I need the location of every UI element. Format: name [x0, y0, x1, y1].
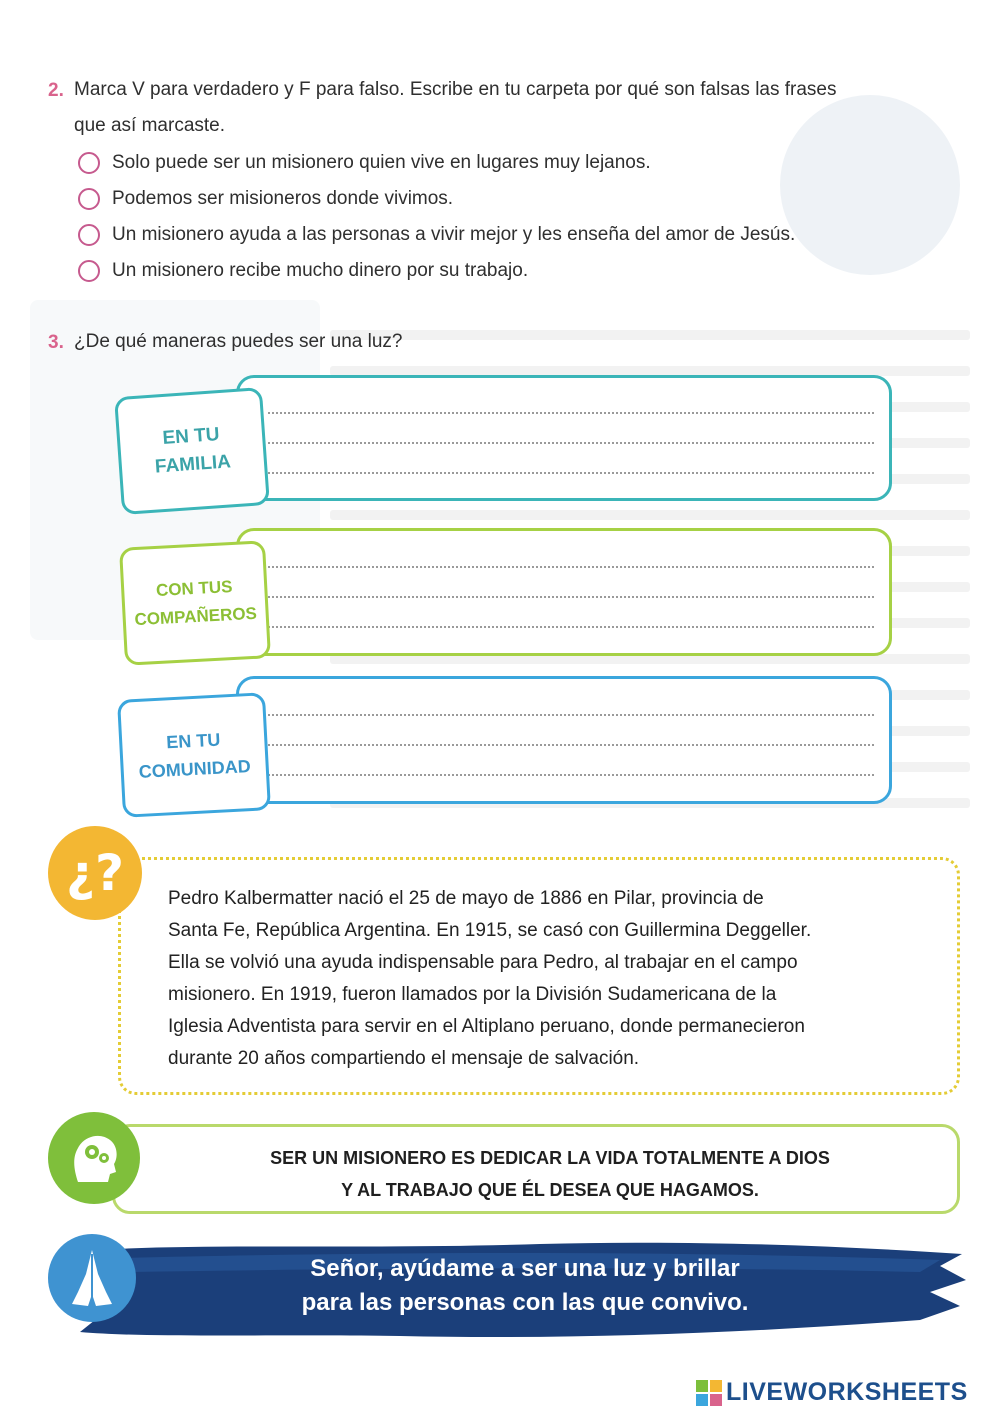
- answer-line[interactable]: [268, 412, 874, 414]
- question-2-prompt-line1: Marca V para verdadero y F para falso. Escribe en tu carpeta por qué son falsas las frases: [74, 79, 837, 100]
- liveworksheets-logo[interactable]: [696, 1378, 968, 1407]
- question-2-prompt: [74, 72, 974, 144]
- prayer-line2: para las personas con las que convivo.: [301, 1289, 749, 1316]
- option-text: Un misionero recibe mucho dinero por su trabajo.: [112, 260, 529, 281]
- answer-box-community: [236, 676, 892, 804]
- tag-community-line1: EN TU: [165, 729, 221, 753]
- liveworksheets-grid-icon: [696, 1380, 722, 1406]
- option-text: Un misionero ayuda a las personas a vivir mejor y les enseña del amor de Jesús.: [112, 224, 796, 245]
- question-2-prompt-line2: que así marcaste.: [74, 115, 226, 136]
- answer-circle[interactable]: [78, 224, 100, 246]
- highlight-text: [200, 1142, 900, 1206]
- answer-box-classmates: [236, 528, 892, 656]
- question-mark-icon: ¿?: [48, 826, 142, 920]
- answer-line[interactable]: [268, 472, 874, 474]
- logo-text: LIVEWORKSHEETS: [726, 1378, 968, 1406]
- answer-line[interactable]: [268, 442, 874, 444]
- answer-line[interactable]: [268, 744, 874, 746]
- info-line: Santa Fe, República Argentina. En 1915, se casó con Guillermina Deggeller.: [168, 920, 812, 941]
- option-text: Solo puede ser un misionero quien vive en lugares muy lejanos.: [112, 152, 651, 173]
- question-3-number: 3.: [48, 332, 64, 353]
- true-false-option[interactable]: [78, 220, 795, 250]
- info-line: misionero. En 1919, fueron llamados por la División Sudamericana de la: [168, 984, 777, 1005]
- tag-classmates-line1: CON TUS: [155, 577, 233, 601]
- question-2-number: 2.: [48, 80, 64, 101]
- tag-classmates: [119, 540, 271, 665]
- answer-line[interactable]: [268, 566, 874, 568]
- tag-community: [117, 692, 271, 818]
- answer-line[interactable]: [268, 626, 874, 628]
- info-line: Ella se volvió una ayuda indispensable para Pedro, al trabajar en el campo: [168, 952, 798, 973]
- true-false-option[interactable]: [78, 256, 528, 286]
- background-ghost-line: [330, 510, 970, 520]
- answer-circle[interactable]: [78, 152, 100, 174]
- background-ghost-line: [330, 330, 970, 340]
- prayer-line1: Señor, ayúdame a ser una luz y brillar: [310, 1255, 740, 1282]
- tag-community-line2: COMUNIDAD: [138, 756, 252, 782]
- praying-hands-icon: [48, 1234, 136, 1322]
- tag-classmates-line2: COMPAÑEROS: [134, 603, 258, 630]
- info-text: [168, 883, 938, 1075]
- answer-circle[interactable]: [78, 188, 100, 210]
- prayer-text: [200, 1252, 850, 1320]
- info-line: durante 20 años compartiendo el mensaje de salvación.: [168, 1048, 640, 1069]
- answer-line[interactable]: [268, 714, 874, 716]
- head-gears-icon: [48, 1112, 140, 1204]
- tag-family-line1: EN TU: [161, 424, 221, 449]
- question-3-prompt: ¿De qué maneras puedes ser una luz?: [74, 331, 403, 352]
- info-line: Pedro Kalbermatter nació el 25 de mayo de 1886 en Pilar, provincia de: [168, 888, 764, 909]
- tag-family: [114, 387, 270, 515]
- highlight-line1: SER UN MISIONERO ES DEDICAR LA VIDA TOTALMENTE A DIOS: [270, 1148, 830, 1168]
- true-false-option[interactable]: [78, 148, 651, 178]
- true-false-option[interactable]: [78, 184, 453, 214]
- tag-family-line2: FAMILIA: [154, 451, 232, 478]
- answer-line[interactable]: [268, 596, 874, 598]
- info-line: Iglesia Adventista para servir en el Altiplano peruano, donde permanecieron: [168, 1016, 805, 1037]
- answer-line[interactable]: [268, 774, 874, 776]
- answer-circle[interactable]: [78, 260, 100, 282]
- highlight-line2: Y AL TRABAJO QUE ÉL DESEA QUE HAGAMOS.: [341, 1180, 759, 1200]
- answer-box-family: [236, 375, 892, 501]
- option-text: Podemos ser misioneros donde vivimos.: [112, 188, 454, 209]
